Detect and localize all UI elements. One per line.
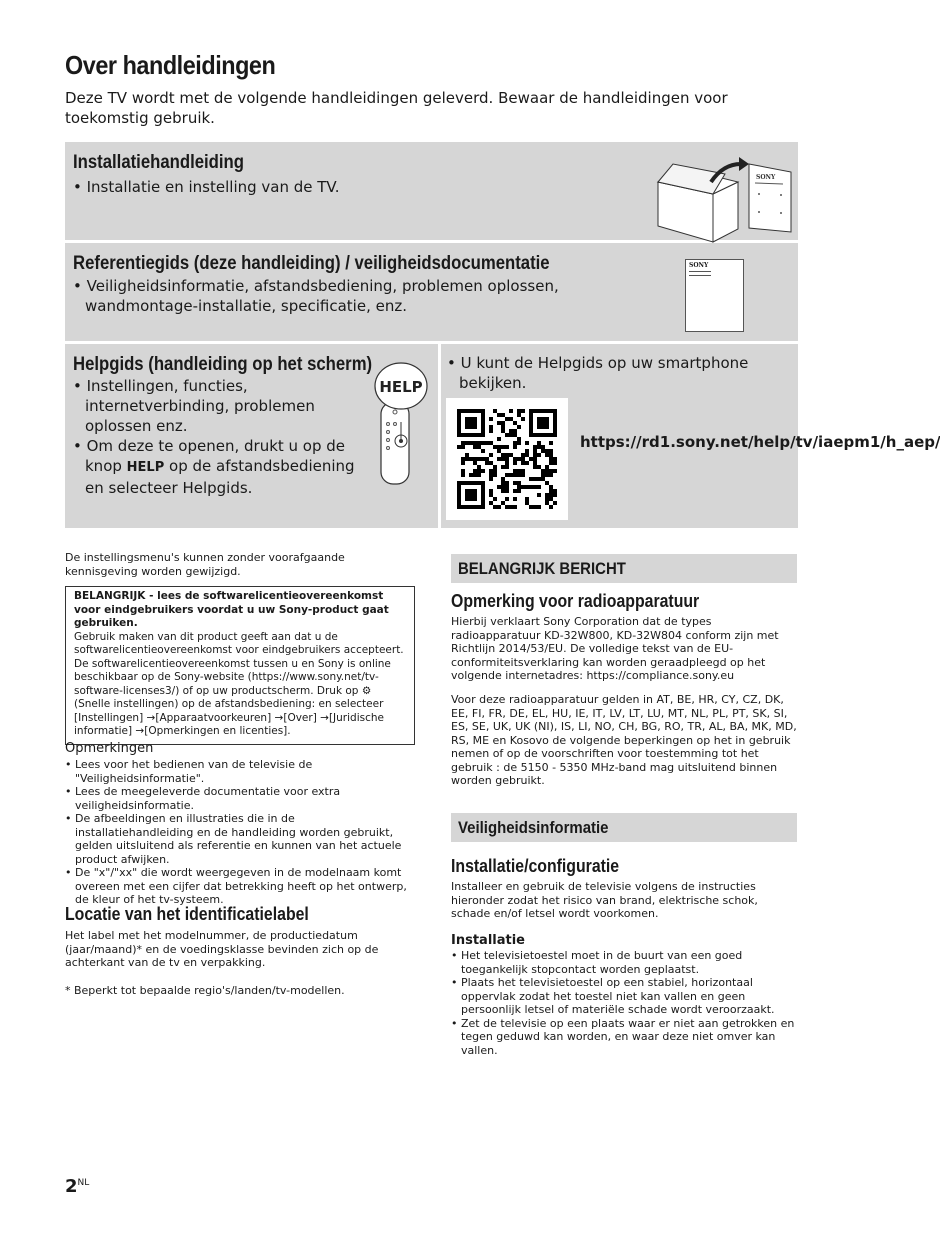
reference-guide-bullet [73, 276, 633, 316]
important-notice-label: BELANGRIJK BERICHT [458, 559, 626, 578]
booklet-line [689, 271, 711, 272]
help-bullet-2 [73, 436, 365, 498]
help-url-link[interactable]: https://rd1.sony.net/help/tv/iaepm1/h_aep/ [580, 433, 940, 451]
installation-list [451, 949, 799, 1057]
radio-text-2: Voor deze radioapparatuur gelden in AT, BE, HR, CY, CZ, DK, EE, FI, FR, DE, EL, HU, IE, IT, LV, LT, LU, MT, NL, PL, PT, SK, SI, ES, SE, UK, UK (NI), IS, LI, NO, CH, BG, RO, TR, AL, BA, MK, MD, RS, ME en Kosovo de volgende beperkingen op het in gebruik nemen of op de voorschriften voor toestemming tot het gebruik : de 5150 - 5350 MHz-band mag uitsluitend binnen worden gebruikt. [451, 693, 797, 787]
safety-info-bar [451, 813, 797, 842]
installation-item: • Plaats het televisietoestel op een stabiel, horizontaal oppervlak zodat het toestel niet kan vallen en geen persoonlijk letsel of materiële schade wordt veroorzaakt. [451, 976, 775, 1016]
label-location-text: Het label met het modelnummer, de productiedatum (jaar/maand)* en de voedingsklasse bevinden zich op de achterkant van de tv en verpakking. [65, 929, 379, 969]
help-guide-box [65, 344, 438, 528]
remote-control-illustration [371, 362, 431, 486]
qr-code[interactable] [457, 409, 557, 509]
notes-list [65, 758, 415, 907]
note-item: • Lees voor het bedienen van de televisie de "Veiligheidsinformatie". [65, 758, 313, 785]
settings-note: De instellingsmenu's kunnen zonder voorafgaande kennisgeving worden gewijzigd. [65, 551, 345, 578]
install-guide-title: Installatiehandleiding [73, 152, 244, 173]
qr-code-frame [446, 398, 568, 520]
safety-info-label: Veiligheidsinformatie [458, 818, 609, 837]
reference-bullet-line2: wandmontage-installatie, specificatie, enz. [85, 297, 407, 315]
install-guide-box [65, 142, 798, 240]
note-item: • Lees de meegeleverde documentatie voor extra veiligheidsinformatie. [65, 785, 341, 812]
arrow-right-icon: → [320, 711, 329, 724]
radio-title: Opmerking voor radioapparatuur [451, 591, 700, 611]
help-guide-title: Helpgids (handleiding op het scherm) [73, 354, 373, 375]
note-item: • De afbeeldingen en illustraties die in de installatiehandleiding en de handleiding worden gebruikt, gelden uitsluitend als referentie en kunnen van het actuele product afwijken. [65, 812, 402, 866]
gear-icon: ⚙ [361, 684, 372, 697]
label-location-title: Locatie van het identificatielabel [65, 904, 309, 924]
help-guide-bullets [73, 376, 365, 498]
reference-guide-title: Referentiegids (deze handleiding) / veiligheidsdocumentatie [73, 253, 550, 274]
note-item: • De "x"/"xx" die wordt weergegeven in de modelnaam komt overeen met een cijfer dat betrekking heeft op het ontwerp, de kleur of het tv-systeem. [65, 866, 407, 906]
license-text-6: [Opmerkingen en licenties]. [144, 725, 291, 737]
help-key-label: HELP [126, 460, 165, 475]
install-config-text: Installeer en gebruik de televisie volgens de instructies hieronder zodat het risico van brand, elektrische schok, schade en/of letsel wordt voorkomen. [451, 880, 758, 920]
help-bullet-1: • Instellingen, functies, internetverbinding, problemen oplossen enz. [73, 377, 315, 435]
smartphone-text [447, 353, 777, 393]
license-body [74, 631, 406, 739]
language-code: NL [77, 1178, 90, 1188]
smartphone-bullet: • U kunt de Helpgids op uw smartphone bekijken. [447, 354, 749, 392]
page-title: Over handleidingen [65, 50, 276, 80]
license-text-5: [Juridische informatie] [74, 711, 384, 737]
page-number [65, 1176, 89, 1197]
arrow-right-icon: → [135, 725, 145, 737]
page-number-value: 2 [65, 1176, 78, 1197]
license-text-4: [Over] [283, 711, 317, 724]
install-guide-bullet: • Installatie en instelling van de TV. [73, 178, 340, 196]
help-bubble-text: HELP [379, 378, 423, 396]
install-config-title: Installatie/configuratie [451, 856, 620, 876]
license-text-2: (Snelle instellingen) op de afstandsbediening: en selecteer [Instellingen] [74, 698, 384, 724]
important-notice-bar [451, 554, 797, 583]
booklet-line [689, 275, 711, 276]
reference-booklet-illustration [685, 259, 744, 332]
arrow-right-icon: → [146, 711, 156, 724]
license-text-3: [Apparaatvoorkeuren] [155, 711, 272, 724]
notes-title: Opmerkingen [65, 741, 154, 756]
smartphone-box [441, 344, 940, 528]
arrow-right-icon: → [274, 711, 284, 724]
reference-bullet-line1: • Veiligheidsinformatie, afstandsbediening, problemen oplossen, [73, 277, 559, 295]
footnote: * Beperkt tot bepaalde regio's/landen/tv-modellen. [65, 984, 345, 997]
installation-item: • Zet de televisie op een plaats waar er niet aan getrokken en tegen geduwd kan worden, en waar deze niet omver kan vallen. [451, 1016, 795, 1057]
tv-box-illustration [653, 154, 793, 236]
license-bold-text: BELANGRIJK - lees de softwarelicentieovereenkomst voor eindgebruikers voordat u uw Sony-product gaat gebruiken. [74, 590, 389, 629]
help-bullet-2-post: op de afstandsbediening en selecteer Helpgids. [85, 457, 355, 497]
intro-text: Deze TV wordt met de volgende handleidingen geleverd. Bewaar de handleidingen voor toekomstig gebruik. [65, 89, 728, 127]
license-box [65, 586, 415, 745]
svg-text:SONY: SONY [756, 174, 776, 181]
installation-subtitle: Installatie [451, 933, 525, 948]
radio-text-1: Hierbij verklaart Sony Corporation dat de types radioapparatuur KD-32W800, KD-32W804 conform zijn met Richtlijn 2014/53/EU. De volledige tekst van de EU-conformiteitsverklaring kan worden geraadpleegd op het volgende internetadres: https://compliance.sony.eu [451, 615, 779, 682]
installation-item: • Het televisietoestel moet in de buurt van een goed toegankelijk stopcontact worden geplaatst. [451, 949, 743, 976]
help-bullet-2-pre: • Om deze te openen, drukt u op de knop [73, 437, 346, 475]
sony-logo: SONY [689, 262, 709, 269]
reference-guide-box [65, 243, 798, 341]
license-text-1: Gebruik maken van dit product geeft aan dat u de softwarelicentieovereenkomst voor eindgebruikers accepteert. De softwarelicentieovereenkomst tussen u en Sony is online beschikbaar op de Sony-website (https://www.sony.net/tv-software-licenses3/) of op uw productscherm. Druk op [74, 630, 404, 697]
